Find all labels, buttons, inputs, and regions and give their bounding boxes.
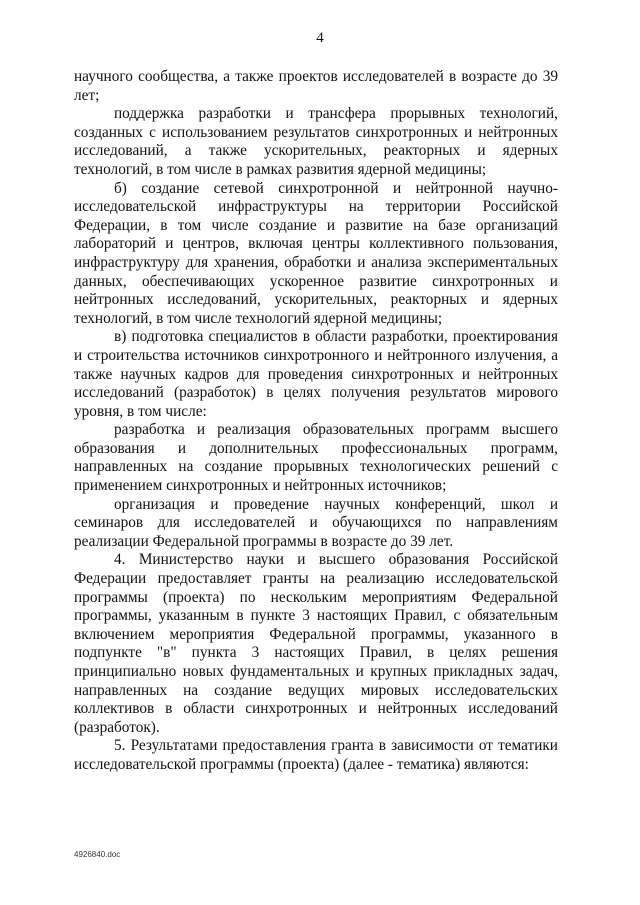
paragraph: разработка и реализация образовательных программ высшего образования и дополнительных профессиональных программ, направленных на создание прорывных технологических решений с применением синхротронных и нейтронных источников; xyxy=(74,421,558,495)
paragraph: в) подготовка специалистов в области разработки, проектирования и строительства источников синхротронного и нейтронного излучения, а также научных кадров для проведения синхротронных и нейтронных исследований (разработок) в целях получения результатов мирового уровня, в том числе: xyxy=(74,328,558,420)
paragraph: научного сообщества, а также проектов исследователей в возрасте до 39 лет; xyxy=(74,68,558,104)
paragraph: организация и проведение научных конференций, школ и семинаров для исследователей и обучающихся по направлениям реализации Федеральной программы в возрасте до 39 лет. xyxy=(74,495,558,550)
paragraph: 4. Министерство науки и высшего образования Российской Федерации предоставляет гранты на реализацию исследовательской программы (проекта) по нескольким мероприятиям Федеральной программы, указанным в пункте 3 настоящих Правил, с обязательным включением мероприятия Федеральной программы, указанного в подпункте "в" пункта 3 настоящих Правил, в целях решения принципиально новых фундаментальных и крупных прикладных задач, направленных на создание ведущих мировых исследовательских коллективов в области синхротронных и нейтронных исследований (разработок). xyxy=(74,551,558,736)
paragraph: поддержка разработки и трансфера прорывных технологий, созданных с использованием результатов синхротронных и нейтронных исследований, а также ускорительных, реакторных и ядерных технологий, в том числе в рамках развития ядерной медицины; xyxy=(74,105,558,178)
paragraph: б) создание сетевой синхротронной и нейтронной научно-исследовательской инфраструктуры на территории Российской Федерации, в том числе создание и развитие на базе организаций лабораторий и центров, включая центры коллективного пользования, инфраструктуру для хранения, обработки и анализа экспериментальных данных, обеспечивающих ускоренное развитие синхротронных и нейтронных исследований, ускорительных, реакторных и ядерных технологий, в том числе технологий ядерной медицины; xyxy=(74,179,558,327)
paragraph: 5. Результатами предоставления гранта в зависимости от тематики исследовательской программы (проекта) (далее - тематика) являются: xyxy=(74,737,558,773)
document-body xyxy=(74,68,558,775)
page-number: 4 xyxy=(316,30,324,46)
file-name-footer: 4926840.doc xyxy=(74,850,121,859)
